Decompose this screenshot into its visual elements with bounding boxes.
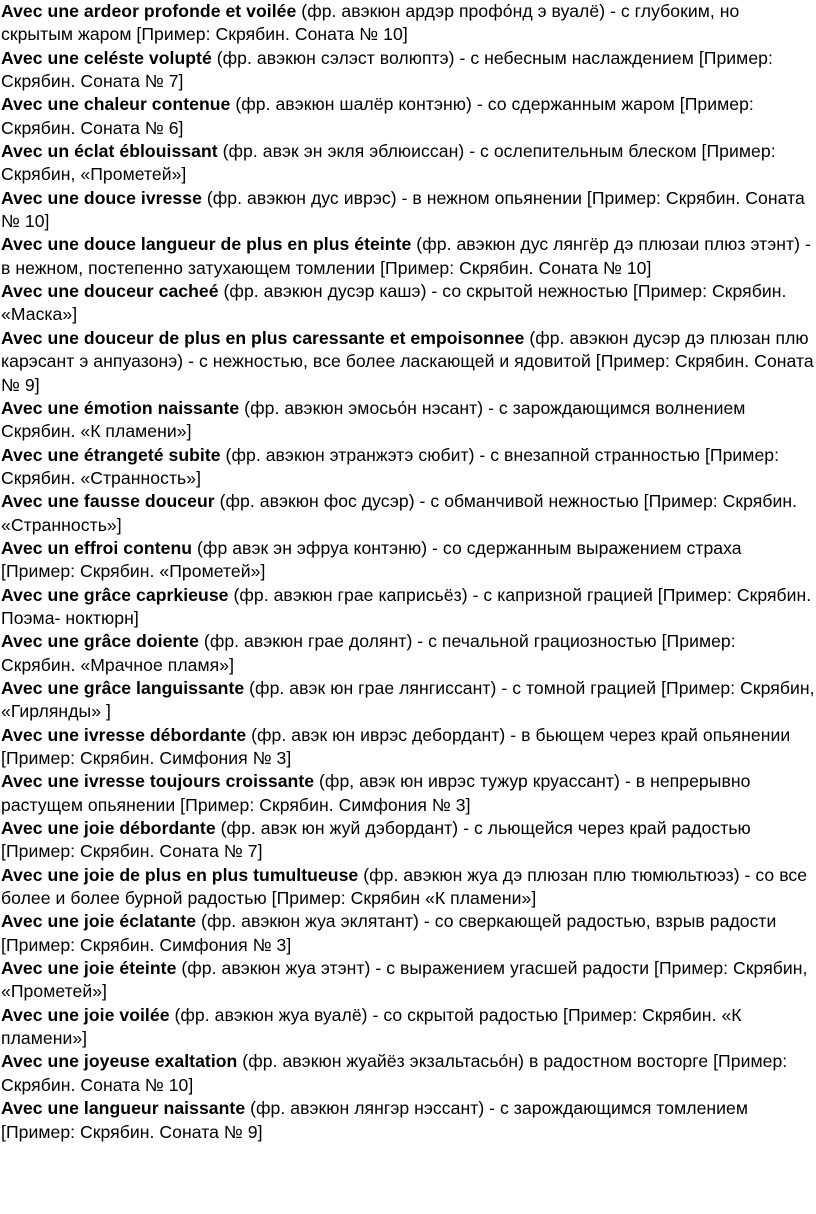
- entry-description: (фр. авэкюн жуайёз экзальтасьо́н) в радостном восторге [Пример: Скрябин. Соната № 10]: [1, 1051, 788, 1095]
- entry-term: Avec une joie voilée: [1, 1004, 170, 1025]
- glossary-entry: [1, 280, 815, 327]
- entry-description: (фр. авэкюн фос дусэр) - с обманчивой нежностью [Пример: Скрябин. «Странность»]: [1, 491, 798, 535]
- entry-term: Avec une étrangeté subite: [1, 444, 221, 465]
- entry-description: (фр. авэкюн жуа вуалё) - со скрытой радостью [Пример: Скрябин. «К пламени»]: [1, 1004, 742, 1049]
- entry-description: (фр, авэк юн иврэс тужур круассант) - в непрерывно растущем опьянении [Пример: Скрябин. Симфония № 3]: [1, 771, 751, 815]
- entry-term: Avec une ivresse toujours croissante: [1, 771, 315, 792]
- glossary-entry: [1, 817, 815, 864]
- entry-term: Avec une celéste volupté: [1, 47, 212, 68]
- entry-description: (фр. авэкюн дусэр дэ плюзан плю карэсант э анпуазонэ) - с нежностью, все более ласкающей и ядовитой [Пример: Скрябин. Соната № 9]: [1, 327, 814, 395]
- glossary-entry: [1, 630, 815, 677]
- glossary-entry: [1, 1004, 815, 1051]
- entry-description: (фр. авэк эн экля эблюиссан) - с ослепительным блеском [Пример: Скрябин, «Прометей»]: [1, 141, 776, 185]
- glossary-entry: [1, 187, 815, 234]
- entry-description: (фр. авэкюн шалёр контэню) - со сдержанным жаром [Пример: Скрябин. Соната № 6]: [1, 94, 754, 138]
- entry-term: Avec une émotion naissante: [1, 397, 240, 418]
- glossary-entry: [1, 537, 815, 584]
- entry-term: Avec une ivresse débordante: [1, 724, 247, 745]
- entry-description: (фр. авэкюн жуа этэнт) - с выражением угасшей радости [Пример: Скрябин, «Прометей»]: [1, 958, 808, 1002]
- entry-term: Avec un éclat éblouissant: [1, 141, 218, 162]
- entry-term: Avec une grâce languissante: [1, 677, 245, 698]
- glossary-entry: [1, 490, 815, 537]
- glossary-entry: [1, 957, 815, 1004]
- entry-term: Avec une douceur cacheé: [1, 281, 219, 302]
- glossary-entry: [1, 233, 815, 280]
- entry-term: Avec une douceur de plus en plus caressante et empoisonnee: [1, 327, 525, 348]
- entry-term: Avec une joyeuse exaltation: [1, 1051, 238, 1072]
- entry-description: (фр. авэкюн лянгэр нэссант) - с зарождающимся томлением [Пример: Скрябин. Соната № 9]: [1, 1098, 749, 1142]
- glossary-entry: [1, 910, 815, 957]
- entry-term: Avec une ardeor profonde et voilée: [1, 1, 297, 21]
- entry-term: Avec une joie débordante: [1, 818, 216, 839]
- glossary-entry: [1, 397, 815, 444]
- glossary-entry: [1, 677, 815, 724]
- entry-description: (фр. авэкюн грае каприсьёз) - с капризной грацией [Пример: Скрябин. Поэма- ноктюрн]: [1, 584, 812, 628]
- glossary-entry: [1, 140, 815, 187]
- glossary-entry: [1, 47, 815, 94]
- entry-term: Avec une grâce caprkieuse: [1, 584, 229, 605]
- entry-term: Avec une fausse douceur: [1, 491, 215, 512]
- entry-description: (фр. авэкюн дус иврэс) - в нежном опьянении [Пример: Скрябин. Соната № 10]: [1, 187, 805, 232]
- glossary-entry: [1, 770, 815, 817]
- entry-term: Avec une joie de plus en plus tumultueuse: [1, 864, 359, 885]
- entry-term: Avec un effroi contenu: [1, 537, 193, 558]
- glossary-entry: [1, 584, 815, 631]
- entry-description: (фр. авэкюн дус лянгёр дэ плюзаи плюз этэнт) - в нежном, постепенно затухающем томлении [Пример: Скрябин. Соната № 10]: [1, 234, 811, 278]
- glossary-entry: [1, 93, 815, 140]
- entry-description: (фр. авэкюн ардэр профо́нд э вуалё) - с глубоким, но скрытым жаром [Пример: Скрябин. Соната № 10]: [1, 1, 740, 45]
- entry-description: (фр. авэк юн грае лянгиссант) - с томной грацией [Пример: Скрябин, «Гирлянды» ]: [1, 677, 815, 722]
- entry-description: (фр. авэкюн жуа эклятант) - со сверкающей радостью, взрыв радости [Пример: Скрябин. Симфония № 3]: [1, 911, 777, 955]
- entry-description: (фр. авэкюн дусэр кашэ) - со скрытой нежностью [Пример: Скрябин. «Маска»]: [1, 281, 787, 325]
- entry-description: (фр. авэкюн сэлэст волюптэ) - с небесным наслаждением [Пример: Скрябин. Соната № 7]: [1, 47, 773, 92]
- entry-term: Avec une douce langueur de plus en plus éteinte: [1, 234, 412, 255]
- entry-description: (фр. авэкюн этранжэтэ сюбит) - с внезапной странностью [Пример: Скрябин. «Странность»]: [1, 444, 780, 488]
- glossary-entry: [1, 1050, 815, 1097]
- glossary-entry: [1, 1097, 815, 1144]
- entry-description: (фр авэк эн эфруа контэню) - со сдержанным выражением страха [Пример: Скрябин. «Прометей»]: [1, 537, 742, 582]
- entry-description: (фр. авэк юн иврэс дебордант) - в бьющем через край опьянении [Пример: Скрябин. Симфония № 3]: [1, 724, 791, 768]
- entry-description: (фр. авэкюн жуа дэ плюзан плю тюмюльтюэз) - со все более и более бурной радостью [Пример: Скрябин «К пламени»]: [1, 864, 808, 909]
- glossary-entry: [1, 327, 815, 397]
- entry-term: Avec une douce ivresse: [1, 187, 202, 208]
- entry-description: (фр. авэкюн грае долянт) - с печальной грациозностью [Пример: Скрябин. «Мрачное пламя»]: [1, 631, 736, 675]
- glossary-entry: [1, 444, 815, 491]
- entry-term: Avec une langueur naissante: [1, 1098, 246, 1119]
- glossary-entry: [1, 724, 815, 771]
- glossary-entry: [1, 0, 815, 47]
- entry-term: Avec une grâce doiente: [1, 631, 199, 652]
- entry-description: (фр. авэк юн жуй дэбордант) - с льющейся через край радостью [Пример: Скрябин. Соната № 7]: [1, 818, 751, 862]
- entry-description: (фр. авэкюн эмосьо́н нэсант) - с зарождающимся волнением Скрябин. «К пламени»]: [1, 397, 746, 442]
- entry-term: Avec une joie éteinte: [1, 958, 177, 979]
- entry-term: Avec une joie éclatante: [1, 911, 197, 932]
- entry-term: Avec une chaleur contenue: [1, 94, 231, 115]
- glossary-entry: [1, 864, 815, 911]
